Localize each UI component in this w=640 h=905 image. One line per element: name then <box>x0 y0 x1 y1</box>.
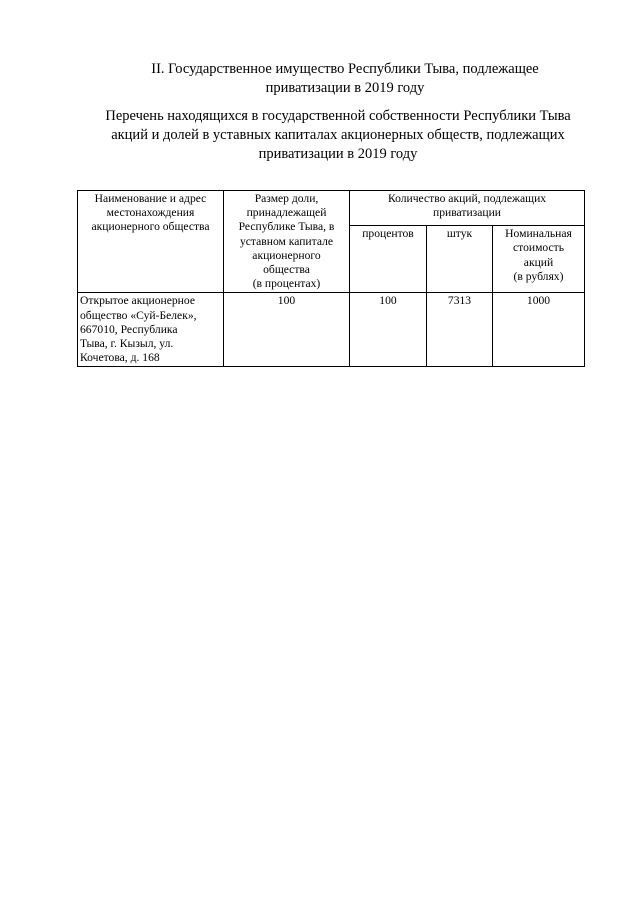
section-title-line: приватизации в 2019 году <box>265 80 425 96</box>
header-pieces: штук <box>427 226 493 293</box>
table-header-row <box>78 191 585 226</box>
header-share-size: Размер доли, принадлежащей Республике Тыва, в уставном капитале акционерного общества (в процентах) <box>224 191 350 293</box>
cell-percent: 100 <box>350 293 427 367</box>
table-row <box>78 293 585 367</box>
list-title-line: приватизации в 2019 году <box>258 146 418 162</box>
header-nominal: Номинальная стоимость акций (в рублях) <box>493 226 585 293</box>
cell-company: Открытое акционерное общество «Суй-Белек», 667010, Республика Тыва, г. Кызыл, ул. Кочетова, д. 168 <box>78 293 224 367</box>
section-title <box>100 60 590 98</box>
shares-table <box>77 190 585 367</box>
header-shares-group: Количество акций, подлежащих приватизации <box>350 191 585 226</box>
cell-share-size: 100 <box>224 293 350 367</box>
list-title-line: акций и долей в уставных капиталах акционерных обществ, подлежащих <box>111 127 565 143</box>
cell-nominal: 1000 <box>493 293 585 367</box>
header-company: Наименование и адрес местонахождения акционерного общества <box>78 191 224 293</box>
header-percent: процентов <box>350 226 427 293</box>
cell-pieces: 7313 <box>427 293 493 367</box>
list-title <box>78 107 598 164</box>
list-title-line: Перечень находящихся в государственной собственности Республики Тыва <box>105 108 571 124</box>
section-title-line: II. Государственное имущество Республики Тыва, подлежащее <box>151 61 539 77</box>
